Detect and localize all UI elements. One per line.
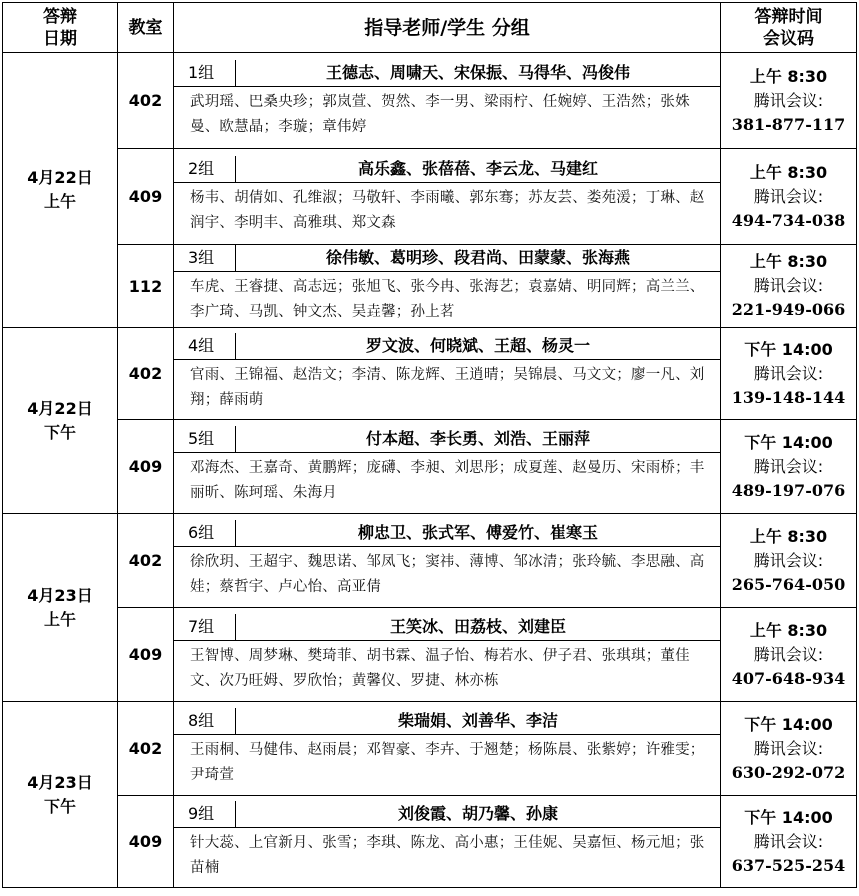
room-cell: 409 bbox=[118, 796, 174, 888]
group-row bbox=[3, 608, 857, 702]
date-day: 4月22日 bbox=[27, 398, 93, 418]
group-cell bbox=[174, 149, 721, 245]
meeting-code: 407-648-934 bbox=[731, 668, 846, 688]
header-time-line2: 会议码 bbox=[763, 28, 814, 49]
meeting-label: 腾讯会议: bbox=[753, 738, 824, 758]
date-period: 下午 bbox=[43, 796, 76, 816]
group-header bbox=[174, 333, 720, 360]
room-cell: 402 bbox=[118, 702, 174, 796]
meeting-label: 腾讯会议: bbox=[753, 186, 824, 206]
meeting-label: 腾讯会议: bbox=[753, 831, 824, 851]
group-header bbox=[174, 426, 720, 453]
meeting-code: 630-292-072 bbox=[731, 762, 846, 782]
group-teachers: 柴瑞娟、刘善华、李洁 bbox=[397, 710, 558, 730]
group-students: 杨韦、胡倩如、孔维淑；马敬轩、李雨曦、郭东骞；苏友芸、娄苑湲；丁琳、赵润宇、李明丰、高雅琪、郑文森 bbox=[190, 189, 705, 231]
date-period: 上午 bbox=[43, 192, 76, 211]
group-number: 9组 bbox=[174, 801, 236, 827]
group-number: 8组 bbox=[174, 708, 236, 734]
defense-time: 上午 8:30 bbox=[749, 66, 828, 86]
group-header bbox=[174, 708, 720, 735]
time-cell bbox=[721, 53, 857, 149]
group-teachers: 付本超、李长勇、刘浩、王丽萍 bbox=[365, 428, 590, 448]
group-cell bbox=[174, 420, 721, 514]
room-cell: 402 bbox=[118, 328, 174, 420]
meeting-code: 221-949-066 bbox=[731, 300, 846, 319]
date-period: 下午 bbox=[43, 422, 76, 442]
room-cell: 409 bbox=[118, 149, 174, 245]
header-time bbox=[721, 3, 857, 53]
group-number: 6组 bbox=[174, 520, 236, 546]
defense-time: 上午 8:30 bbox=[749, 162, 828, 182]
defense-time: 下午 14:00 bbox=[744, 714, 833, 734]
header-time-line1: 答辩时间 bbox=[754, 6, 823, 27]
time-cell bbox=[721, 149, 857, 245]
group-row bbox=[3, 53, 857, 149]
defense-time: 下午 14:00 bbox=[744, 807, 833, 827]
group-cell bbox=[174, 53, 721, 149]
group-students: 车虎、王睿捷、高志远；张旭飞、张今冉、张海艺；袁嘉婧、明同辉；高兰兰、李广琦、马凯、钟文杰、吴垚馨；孙上茗 bbox=[190, 279, 705, 320]
group-header bbox=[174, 156, 720, 183]
group-cell bbox=[174, 796, 721, 888]
header-date-line2: 日期 bbox=[43, 28, 77, 49]
group-number: 3组 bbox=[174, 245, 236, 271]
group-header bbox=[174, 614, 720, 641]
defense-time: 下午 14:00 bbox=[744, 432, 833, 452]
group-header bbox=[174, 801, 720, 828]
date-day: 4月22日 bbox=[27, 168, 93, 187]
time-cell bbox=[721, 245, 857, 328]
group-teachers: 刘俊霞、胡乃馨、孙康 bbox=[397, 803, 558, 823]
date-cell bbox=[3, 328, 118, 514]
group-teachers: 罗文波、何晓斌、王超、杨灵一 bbox=[365, 335, 590, 355]
meeting-code: 494-734-038 bbox=[731, 210, 846, 230]
room-cell: 409 bbox=[118, 608, 174, 702]
room-cell: 409 bbox=[118, 420, 174, 514]
group-teachers: 徐伟敏、葛明珍、段君尚、田蒙蒙、张海燕 bbox=[325, 248, 630, 267]
meeting-label: 腾讯会议: bbox=[753, 550, 824, 570]
time-cell bbox=[721, 702, 857, 796]
meeting-code: 139-148-144 bbox=[731, 387, 846, 407]
group-row bbox=[3, 328, 857, 420]
date-cell bbox=[3, 514, 118, 702]
date-period: 上午 bbox=[43, 609, 76, 629]
time-cell bbox=[721, 608, 857, 702]
group-row bbox=[3, 702, 857, 796]
group-teachers: 王德志、周啸天、宋保振、马得华、冯俊伟 bbox=[325, 62, 630, 82]
group-row bbox=[3, 514, 857, 608]
room-cell: 112 bbox=[118, 245, 174, 328]
time-cell bbox=[721, 420, 857, 514]
header-date-line1: 答辩 bbox=[43, 6, 77, 27]
meeting-label: 腾讯会议: bbox=[753, 644, 824, 664]
group-students: 王智博、周梦琳、樊琦菲、胡书霖、温子怡、梅若水、伊子君、张琪琪；董佳文、次乃旺姆、罗欣怡；黄馨仪、罗捷、林亦栋 bbox=[190, 647, 690, 689]
meeting-label: 腾讯会议: bbox=[753, 363, 824, 383]
group-students: 邓海杰、王嘉奇、黄鹏辉；庞礴、李昶、刘思彤；成夏莲、赵曼历、宋雨桥；丰丽昕、陈珂瑶、朱海月 bbox=[190, 459, 705, 501]
group-header bbox=[174, 60, 720, 87]
date-cell bbox=[3, 53, 118, 328]
group-teachers: 高乐鑫、张蓓蓓、李云龙、马建红 bbox=[357, 158, 598, 178]
meeting-label: 腾讯会议: bbox=[753, 276, 824, 295]
defense-time: 上午 8:30 bbox=[749, 252, 828, 271]
group-row bbox=[3, 149, 857, 245]
group-row bbox=[3, 796, 857, 888]
group-teachers: 柳忠卫、张式军、傅爱竹、崔寒玉 bbox=[357, 522, 598, 542]
group-students: 官雨、王锦福、赵浩文；李清、陈龙辉、王逍晴；吴锦晨、马文文；廖一凡、刘翔；薛雨萌 bbox=[190, 366, 705, 408]
group-cell bbox=[174, 608, 721, 702]
group-number: 4组 bbox=[174, 333, 236, 359]
meeting-code: 489-197-076 bbox=[731, 480, 846, 500]
room-cell: 402 bbox=[118, 514, 174, 608]
group-students: 针大蕊、上官新月、张雪；李琪、陈龙、高小惠；王佳妮、吴嘉恒、杨元旭；张苗楠 bbox=[190, 834, 705, 876]
date-day: 4月23日 bbox=[27, 772, 93, 792]
group-teachers: 王笑冰、田荔枝、刘建臣 bbox=[389, 616, 566, 636]
group-cell bbox=[174, 245, 721, 328]
time-cell bbox=[721, 514, 857, 608]
group-number: 1组 bbox=[174, 60, 236, 86]
group-row bbox=[3, 245, 857, 328]
group-row bbox=[3, 420, 857, 514]
group-students: 王雨桐、马健伟、赵雨晨；邓智豪、李卉、于翘楚；杨陈晨、张紫婷；许雅雯；尹琦萱 bbox=[190, 741, 705, 783]
group-students: 武玥瑶、巴桑央珍；郭岚萱、贺然、李一男、梁雨柠、任婉婷、王浩然；张姝曼、欧慧晶；李璇；章伟婷 bbox=[190, 93, 690, 135]
header-room: 教室 bbox=[118, 3, 174, 53]
defense-schedule-table bbox=[2, 2, 857, 888]
group-number: 5组 bbox=[174, 426, 236, 452]
group-students: 徐欣玥、王超宇、魏思诺、邹凤飞；窦祎、薄博、邹冰清；张玲毓、李思融、高娃；蔡哲宇、卢心怡、高亚倩 bbox=[190, 553, 705, 595]
group-number: 2组 bbox=[174, 156, 236, 182]
header-group: 指导老师/学生 分组 bbox=[174, 3, 721, 53]
meeting-code: 381-877-117 bbox=[731, 114, 846, 134]
time-cell bbox=[721, 796, 857, 888]
group-cell bbox=[174, 328, 721, 420]
group-cell bbox=[174, 514, 721, 608]
date-day: 4月23日 bbox=[27, 585, 93, 605]
defense-time: 下午 14:00 bbox=[744, 339, 833, 359]
group-number: 7组 bbox=[174, 614, 236, 640]
meeting-code: 637-525-254 bbox=[731, 855, 846, 875]
meeting-code: 265-764-050 bbox=[731, 574, 846, 594]
meeting-label: 腾讯会议: bbox=[753, 456, 824, 476]
group-header bbox=[174, 245, 720, 272]
room-cell: 402 bbox=[118, 53, 174, 149]
meeting-label: 腾讯会议: bbox=[753, 90, 824, 110]
group-header bbox=[174, 520, 720, 547]
time-cell bbox=[721, 328, 857, 420]
header-row bbox=[3, 3, 857, 53]
defense-time: 上午 8:30 bbox=[749, 526, 828, 546]
group-cell bbox=[174, 702, 721, 796]
date-cell bbox=[3, 702, 118, 888]
header-date bbox=[3, 3, 118, 53]
defense-time: 上午 8:30 bbox=[749, 620, 828, 640]
